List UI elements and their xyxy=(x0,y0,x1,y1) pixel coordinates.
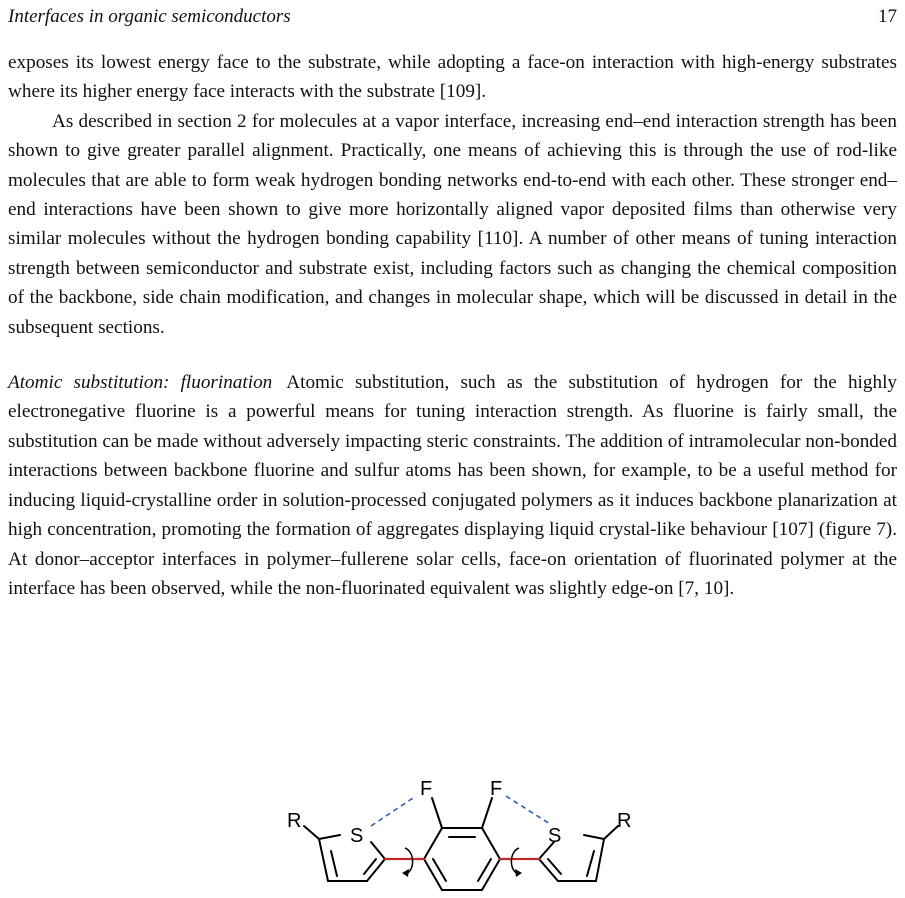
bond-right-thiophene xyxy=(539,859,558,881)
bond-left-thiophene xyxy=(371,842,385,859)
f-s-interaction-left xyxy=(371,796,416,826)
bond-benzene xyxy=(424,828,442,859)
bond-left-thiophene xyxy=(319,839,328,881)
run-in-heading: Atomic substitution: fluorination xyxy=(8,372,273,394)
page-number: 17 xyxy=(878,6,897,27)
atom-label-s-left: S xyxy=(350,825,364,847)
bond-left-thiophene-double xyxy=(331,851,337,876)
rotation-arrows xyxy=(405,848,519,874)
bond-c-f-left xyxy=(432,798,442,828)
paragraph-end-end-interactions: As described in section 2 for molecules at a vapor interface, increasing end–end interaction strength has been shown to give greater parallel alignment. Practically, one means of achieving this is through the use of rod-like molecules that are able to form weak hydrogen bonding networks end-to-end with each other. These stronger end–end interactions have been shown to give more horizontally aligned vapor deposited films than otherwise very similar molecules without the hydrogen bonding capability [110]. A number of other means of tuning interaction strength between semiconductor and substrate exist, including factors such as changing the chemical composition of the backbone, side chain modification, and changes in molecular shape, which will be discussed in detail in the subsequent sections. xyxy=(8,110,897,338)
page xyxy=(8,0,897,898)
f-s-interaction-right xyxy=(506,796,550,824)
running-title: Interfaces in organic semiconductors xyxy=(8,6,291,27)
bond-benzene xyxy=(482,828,500,859)
bond-benzene xyxy=(424,859,442,890)
bond-right-thiophene xyxy=(596,839,604,881)
atom-label-r-left: R xyxy=(287,810,302,832)
molecule-structure xyxy=(274,756,654,898)
rotation-arrowheads xyxy=(402,869,522,877)
running-header xyxy=(8,4,897,30)
bond-right-thiophene-double xyxy=(587,851,594,876)
paragraph-fluorination xyxy=(8,368,897,603)
arrowhead-left-icon xyxy=(402,869,409,877)
arrowhead-right-icon xyxy=(515,869,522,877)
bond-c-f-right xyxy=(482,798,492,828)
bond-left-thiophene xyxy=(319,835,340,839)
bond-r-right xyxy=(604,826,618,839)
paragraph-continuation: exposes its lowest energy face to the substrate, while adopting a face-on interaction with high-energy substrates where its higher energy face interacts with the substrate [109]. xyxy=(8,52,897,103)
bond-right-thiophene xyxy=(584,835,604,839)
atom-label-f-right: F xyxy=(490,778,503,800)
bond-left-thiophene xyxy=(367,859,385,881)
bond-benzene xyxy=(482,859,500,890)
bond-r-left xyxy=(304,826,319,839)
figure-fluorinated-thiophene-phenylene xyxy=(274,756,654,898)
body-text xyxy=(8,48,897,603)
noncovalent-interactions xyxy=(371,796,550,826)
paragraph-fluorination-text: Atomic substitution, such as the substitution of hydrogen for the highly electronegative fluorine is a powerful means for tuning interaction strength. As fluorine is fairly small, the substitution can be made without adversely impacting steric constraints. The addition of intramolecular non-bonded interactions between backbone fluorine and sulfur atoms has been shown, for example, to be a useful method for inducing liquid-crystalline order in solution-processed conjugated polymers as it induces backbone planarization at high concentration, promoting the formation of aggregates displaying liquid crystal-like behaviour [107] (figure 7). At donor–acceptor interfaces in polymer–fullerene solar cells, face-on orientation of fluorinated polymer at the interface has been observed, while the non-fluorinated equivalent was slightly edge-on [7, 10]. xyxy=(8,372,897,599)
atom-label-r-right: R xyxy=(617,810,632,832)
atom-label-s-right: S xyxy=(548,825,562,847)
atom-label-f-left: F xyxy=(420,778,433,800)
